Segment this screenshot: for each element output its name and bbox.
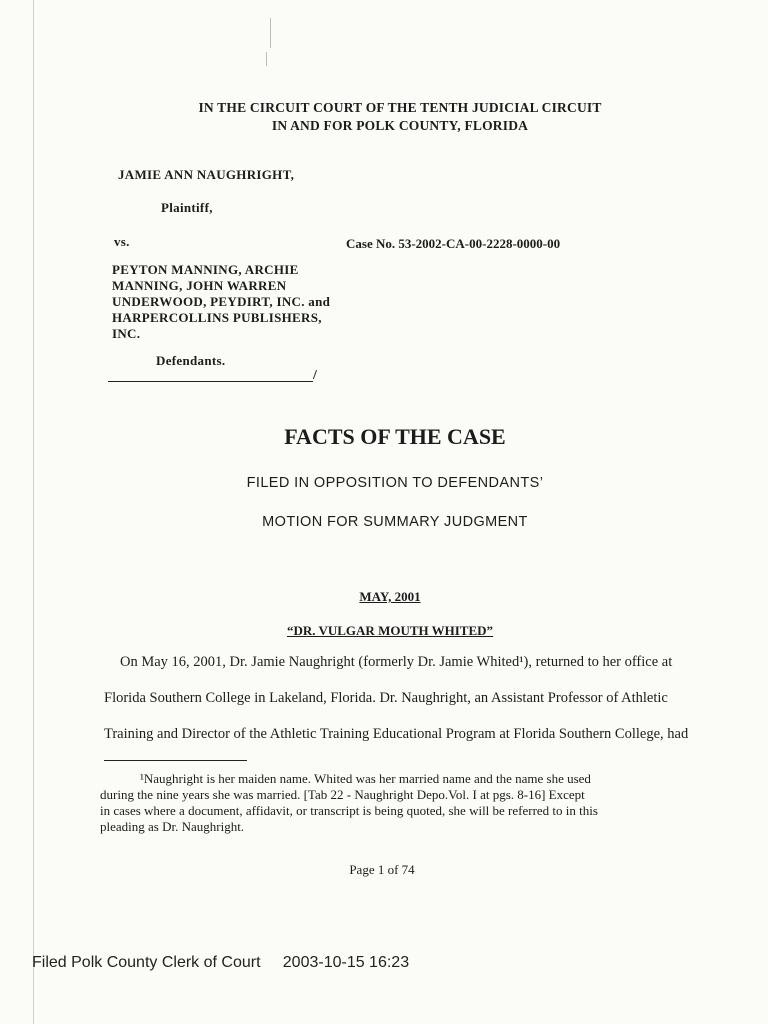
footnote-line: in cases where a document, affidavit, or transcript is being quoted, she will be referred to in this	[100, 803, 598, 818]
subtitle-line1: FILED IN OPPOSITION TO DEFENDANTS’	[246, 475, 544, 491]
section-date: MAY, 2001	[359, 589, 421, 604]
defendants-line: UNDERWOOD, PEYDIRT, INC. and	[112, 294, 331, 309]
defendants-line: INC.	[112, 326, 141, 341]
defendants-line: MANNING, JOHN WARREN	[112, 278, 287, 293]
body-line: Florida Southern College in Lakeland, Florida. Dr. Naughright, an Assistant Professor of Athletic	[104, 690, 668, 706]
versus: vs.	[114, 234, 130, 249]
body-line: On May 16, 2001, Dr. Jamie Naughright (formerly Dr. Jamie Whited¹), returned to her office at	[120, 654, 673, 670]
plaintiff-name: JAMIE ANN NAUGHRIGHT,	[118, 167, 295, 182]
defendants-role: Defendants.	[156, 353, 226, 368]
subtitle-line2: MOTION FOR SUMMARY JUDGMENT	[262, 514, 528, 530]
case-number: Case No. 53-2002-CA-00-2228-0000-00	[346, 236, 561, 251]
court-heading-line1: IN THE CIRCUIT COURT OF THE TENTH JUDICIAL CIRCUIT	[198, 100, 602, 115]
filed-stamp-text: Filed Polk County Clerk of Court	[32, 954, 261, 971]
caption-slash: /	[313, 368, 317, 383]
footnote	[100, 771, 660, 835]
caption-rule	[108, 381, 313, 382]
section-heading: “DR. VULGAR MOUTH WHITED”	[286, 623, 494, 638]
body-line: Training and Director of the Athletic Training Educational Program at Florida Southern College, had	[104, 726, 689, 742]
defendants-block	[112, 262, 372, 342]
plaintiff-role: Plaintiff,	[161, 200, 213, 215]
court-heading-line2: IN AND FOR POLK COUNTY, FLORIDA	[271, 118, 529, 133]
defendants-line: HARPERCOLLINS PUBLISHERS,	[112, 310, 322, 325]
scan-artifact	[266, 52, 267, 66]
footnote-line: during the nine years she was married. [Tab 22 - Naughright Depo.Vol. I at pgs. 8-16] Except	[100, 787, 585, 802]
scan-artifact	[270, 18, 271, 48]
page-number: Page 1 of 74	[349, 862, 415, 877]
footnote-line: pleading as Dr. Naughright.	[100, 819, 245, 834]
footnote-line: ¹Naughright is her maiden name. Whited was her married name and the name she used	[140, 771, 591, 786]
filed-stamp	[32, 954, 409, 972]
footnote-rule	[104, 760, 247, 761]
filed-stamp-timestamp: 2003-10-15 16:23	[282, 954, 410, 971]
document-title: FACTS OF THE CASE	[284, 424, 506, 449]
defendants-line: PEYTON MANNING, ARCHIE	[112, 262, 299, 277]
